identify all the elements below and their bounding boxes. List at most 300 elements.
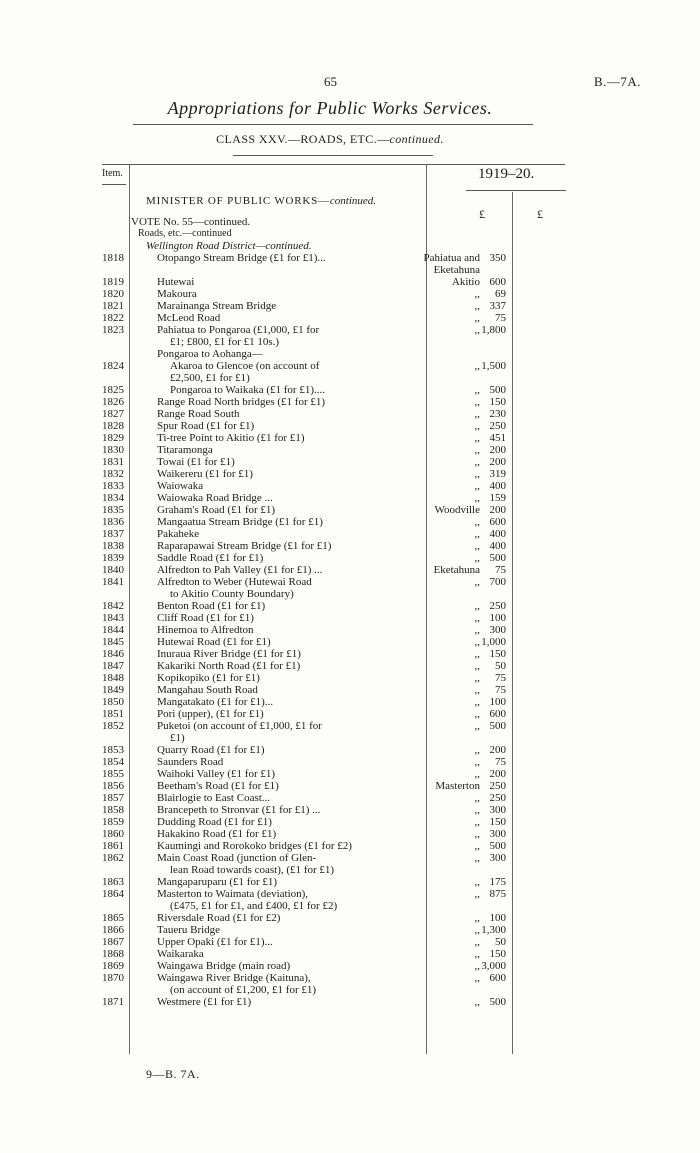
item-number: 1834: [102, 492, 124, 504]
item-amount: 100: [489, 696, 506, 708]
table-row: [0, 936, 700, 948]
table-row: [0, 756, 700, 768]
table-row: [0, 384, 700, 396]
item-amount: 150: [489, 816, 506, 828]
item-district: ,,: [474, 456, 480, 468]
item-amount: 250: [489, 780, 506, 792]
item-description: Marainanga Stream Bridge: [157, 300, 277, 312]
item-description: Mangaparuparu (£1 for £1): [157, 876, 278, 888]
item-district: ,,: [474, 324, 480, 336]
item-number: 1835: [102, 504, 124, 516]
item-amount: 400: [489, 480, 506, 492]
table-row: [0, 960, 700, 972]
item-district: ,,: [474, 408, 480, 420]
district-heading: Wellington Road District—continued.: [146, 240, 312, 252]
item-description: Pori (upper), (£1 for £1): [157, 708, 264, 720]
item-district: ,,: [474, 960, 480, 972]
item-description: Ti-tree Point to Akitio (£1 for £1): [157, 432, 305, 444]
item-district: ,,: [474, 528, 480, 540]
item-amount: 3,000: [481, 960, 506, 972]
item-amount: 1,000: [481, 636, 506, 648]
item-district: ,,: [474, 972, 480, 984]
table-row: [0, 804, 700, 816]
table-row: [0, 288, 700, 300]
item-number: 1851: [102, 708, 124, 720]
table-row: [0, 492, 700, 504]
item-description: Titaramonga: [157, 444, 213, 456]
item-description: £2,500, £1 for £1): [170, 372, 250, 384]
item-description: Cliff Road (£1 for £1): [157, 612, 254, 624]
table-row: [0, 552, 700, 564]
table-row: [0, 768, 700, 780]
item-number: 1842: [102, 600, 124, 612]
item-amount: 75: [495, 756, 506, 768]
item-number: 1846: [102, 648, 124, 660]
table-row: [0, 828, 700, 840]
item-district: ,,: [474, 468, 480, 480]
item-amount: 500: [489, 996, 506, 1008]
item-district: ,,: [474, 828, 480, 840]
item-amount: 300: [489, 624, 506, 636]
item-description: Blairlogie to East Coast...: [157, 792, 271, 804]
table-row: [0, 660, 700, 672]
table-row: [0, 672, 700, 684]
item-number: 1863: [102, 876, 124, 888]
item-amount: 1,800: [481, 324, 506, 336]
table-row: [0, 636, 700, 648]
item-description: Kakariki North Road (£1 for £1): [157, 660, 301, 672]
item-district: ,,: [474, 936, 480, 948]
item-amount: 600: [489, 276, 506, 288]
roads-heading: Roads, etc.—continued: [138, 228, 232, 239]
ministry-heading-text: MINISTER OF PUBLIC WORKS—: [146, 195, 330, 207]
item-number: 1857: [102, 792, 124, 804]
ministry-heading: [146, 195, 376, 207]
item-description: Taueru Bridge: [157, 924, 221, 936]
item-description: Puketoi (on account of £1,000, £1 for: [157, 720, 322, 732]
item-description: Hinemoa to Alfredton: [157, 624, 254, 636]
year-column-header: 1919–20.: [478, 166, 535, 182]
title-rule: [133, 124, 533, 125]
class-heading-text: CLASS XXV.—ROADS, ETC.—: [216, 132, 390, 146]
item-description: Pongaroa to Aohanga—: [157, 348, 263, 360]
table-row: [0, 324, 700, 336]
item-description: Waikaraka: [157, 948, 204, 960]
item-amount: 200: [489, 768, 506, 780]
table-row: [0, 876, 700, 888]
item-amount: 75: [495, 684, 506, 696]
item-number: 1841: [102, 576, 124, 588]
item-number: 1840: [102, 564, 124, 576]
item-amount: 75: [495, 312, 506, 324]
item-amount: 400: [489, 528, 506, 540]
item-description: Kaumingi and Rorokoko bridges (£1 for £2): [157, 840, 352, 852]
item-description: Raparapawai Stream Bridge (£1 for £1): [157, 540, 332, 552]
table-row: [0, 444, 700, 456]
table-row: [0, 792, 700, 804]
item-number: 1820: [102, 288, 124, 300]
item-number: 1843: [102, 612, 124, 624]
item-amount: 50: [495, 936, 506, 948]
item-amount: 200: [489, 444, 506, 456]
item-district: ,,: [474, 756, 480, 768]
item-number: 1845: [102, 636, 124, 648]
table-row: [0, 744, 700, 756]
item-district: ,,: [474, 684, 480, 696]
table-row: [0, 972, 700, 984]
item-number: 1860: [102, 828, 124, 840]
item-number: 1828: [102, 420, 124, 432]
item-amount: 700: [489, 576, 506, 588]
item-district: Masterton: [435, 780, 480, 792]
table-row: [0, 732, 700, 744]
item-number: 1859: [102, 816, 124, 828]
table-row: [0, 408, 700, 420]
item-district: ,,: [474, 432, 480, 444]
item-amount: 400: [489, 540, 506, 552]
table-row: [0, 900, 700, 912]
item-number: 1838: [102, 540, 124, 552]
table-row: [0, 456, 700, 468]
item-description: Mangahau South Road: [157, 684, 258, 696]
item-number: 1827: [102, 408, 124, 420]
item-district: ,,: [474, 288, 480, 300]
item-district: ,,: [474, 384, 480, 396]
item-district: Akitio: [451, 276, 480, 288]
item-district: ,,: [474, 660, 480, 672]
item-amount: 159: [489, 492, 506, 504]
item-number: 1837: [102, 528, 124, 540]
item-amount: 300: [489, 852, 506, 864]
table-row: [0, 540, 700, 552]
item-number: 1850: [102, 696, 124, 708]
table-row: [0, 912, 700, 924]
item-description: Beetham's Road (£1 for £1): [157, 780, 279, 792]
item-number: 1831: [102, 456, 124, 468]
table-row: [0, 276, 700, 288]
item-number: 1829: [102, 432, 124, 444]
table-row: [0, 252, 700, 264]
table-row: [0, 312, 700, 324]
item-description: Upper Opaki (£1 for £1)...: [157, 936, 273, 948]
item-number: 1836: [102, 516, 124, 528]
item-amount: 300: [489, 804, 506, 816]
item-amount: 200: [489, 504, 506, 516]
item-description: Waingawa Bridge (main road): [157, 960, 291, 972]
item-district: ,,: [474, 768, 480, 780]
table-row: [0, 372, 700, 384]
item-description: Kopikopiko (£1 for £1): [157, 672, 260, 684]
item-district: ,,: [474, 480, 480, 492]
item-description: Masterton to Waimata (deviation),: [157, 888, 309, 900]
item-number: 1861: [102, 840, 124, 852]
table-row: [0, 924, 700, 936]
table-row: [0, 852, 700, 864]
item-description: Graham's Road (£1 for £1): [157, 504, 276, 516]
item-column-header: Item.: [102, 168, 123, 179]
item-description: Spur Road (£1 for £1): [157, 420, 255, 432]
item-description: lean Road towards coast), (£1 for £1): [170, 864, 335, 876]
item-district: ,,: [474, 912, 480, 924]
item-amount: 600: [489, 708, 506, 720]
table-row: [0, 468, 700, 480]
table-row: [0, 588, 700, 600]
item-amount: 250: [489, 600, 506, 612]
item-amount: 175: [489, 876, 506, 888]
table-row: [0, 984, 700, 996]
item-district: ,,: [474, 648, 480, 660]
item-description: McLeod Road: [157, 312, 221, 324]
item-district: ,,: [474, 840, 480, 852]
item-amount: 500: [489, 384, 506, 396]
item-district: ,,: [474, 636, 480, 648]
item-description: £1): [170, 732, 185, 744]
item-description: Benton Road (£1 for £1): [157, 600, 266, 612]
item-header-rule: [102, 184, 126, 185]
item-number: 1818: [102, 252, 124, 264]
item-district: ,,: [474, 744, 480, 756]
item-district: ,,: [474, 360, 480, 372]
table-row: [0, 348, 700, 360]
item-amount: 230: [489, 408, 506, 420]
table-row: [0, 864, 700, 876]
item-district: ,,: [474, 492, 480, 504]
item-amount: 337: [489, 300, 506, 312]
table-row: [0, 336, 700, 348]
item-district: ,,: [474, 540, 480, 552]
item-amount: 250: [489, 792, 506, 804]
item-number: 1855: [102, 768, 124, 780]
item-district: Woodville: [434, 504, 480, 516]
item-amount: 200: [489, 456, 506, 468]
item-district: ,,: [474, 516, 480, 528]
item-description: Akaroa to Glencoe (on account of: [170, 360, 320, 372]
item-district: ,,: [474, 552, 480, 564]
item-amount: 319: [489, 468, 506, 480]
item-amount: 150: [489, 648, 506, 660]
table-row: [0, 360, 700, 372]
footer-signature: 9—B. 7A.: [146, 1067, 200, 1081]
table-row: [0, 432, 700, 444]
table-row: [0, 504, 700, 516]
item-number: 1826: [102, 396, 124, 408]
table-row: [0, 300, 700, 312]
item-description: Pongaroa to Waikaka (£1 for £1)....: [170, 384, 326, 396]
item-amount: 300: [489, 828, 506, 840]
item-description: (£475, £1 for £1, and £400, £1 for £2): [170, 900, 338, 912]
item-number: 1862: [102, 852, 124, 864]
document-reference: B.—7A.: [594, 74, 642, 89]
item-number: 1849: [102, 684, 124, 696]
item-district: ,,: [474, 996, 480, 1008]
table-row: [0, 480, 700, 492]
item-district: ,,: [474, 696, 480, 708]
table-row: [0, 600, 700, 612]
item-district: ,,: [474, 876, 480, 888]
item-amount: 600: [489, 516, 506, 528]
item-description: Mangaatua Stream Bridge (£1 for £1): [157, 516, 323, 528]
item-description: Westmere (£1 for £1): [157, 996, 252, 1008]
table-row: [0, 648, 700, 660]
item-number: 1858: [102, 804, 124, 816]
item-amount: 75: [495, 672, 506, 684]
table-row: [0, 420, 700, 432]
item-district: ,,: [474, 804, 480, 816]
table-row: [0, 720, 700, 732]
item-description: Alfredton to Weber (Hutewai Road: [157, 576, 312, 588]
item-number: 1848: [102, 672, 124, 684]
item-number: 1830: [102, 444, 124, 456]
table-row: [0, 396, 700, 408]
table-top-rule: [102, 164, 565, 165]
item-district: ,,: [474, 708, 480, 720]
item-amount: 500: [489, 840, 506, 852]
item-number: 1852: [102, 720, 124, 732]
item-description: Riversdale Road (£1 for £2): [157, 912, 281, 924]
table-row: [0, 528, 700, 540]
item-amount: 451: [489, 432, 506, 444]
item-number: 1819: [102, 276, 124, 288]
item-description: Saddle Road (£1 for £1): [157, 552, 264, 564]
item-district: ,,: [474, 816, 480, 828]
item-amount: 150: [489, 948, 506, 960]
item-description: Pahiatua to Pongaroa (£1,000, £1 for: [157, 324, 320, 336]
item-number: 1832: [102, 468, 124, 480]
item-description: Waiowaka: [157, 480, 204, 492]
item-description: (on account of £1,200, £1 for £1): [170, 984, 317, 996]
item-description: Range Road South: [157, 408, 240, 420]
item-description: to Akitio County Boundary): [170, 588, 294, 600]
item-description: Quarry Road (£1 for £1): [157, 744, 265, 756]
table-row: [0, 516, 700, 528]
item-district: ,,: [474, 672, 480, 684]
item-description: Brancepeth to Stronvar (£1 for £1) ...: [157, 804, 321, 816]
table-row: [0, 816, 700, 828]
item-amount: 1,500: [481, 360, 506, 372]
item-amount: 350: [489, 252, 506, 264]
item-number: 1844: [102, 624, 124, 636]
currency-label-1: £: [479, 207, 485, 221]
item-description: Waihoki Valley (£1 for £1): [157, 768, 276, 780]
item-district: ,,: [474, 888, 480, 900]
item-amount: 1,300: [481, 924, 506, 936]
table-row: [0, 612, 700, 624]
table-row: [0, 576, 700, 588]
item-number: 1868: [102, 948, 124, 960]
item-description: Waikereru (£1 for £1): [157, 468, 253, 480]
page-number: 65: [324, 74, 337, 89]
item-district: ,,: [474, 852, 480, 864]
item-district: ,,: [474, 576, 480, 588]
item-district: ,,: [474, 792, 480, 804]
item-amount: 500: [489, 552, 506, 564]
table-row: [0, 564, 700, 576]
item-district: Eketahuna: [433, 264, 480, 276]
item-district: ,,: [474, 396, 480, 408]
item-number: 1825: [102, 384, 124, 396]
table-row: [0, 264, 700, 276]
item-district: Eketahuna: [433, 564, 480, 576]
item-description: Mangatakato (£1 for £1)...: [157, 696, 274, 708]
item-district: ,,: [474, 600, 480, 612]
item-amount: 200: [489, 744, 506, 756]
item-district: ,,: [474, 624, 480, 636]
year-header-rule: [466, 190, 566, 191]
item-district: ,,: [474, 612, 480, 624]
table-row: [0, 840, 700, 852]
item-description: Pakaheke: [157, 528, 200, 540]
item-district: Pahiatua and: [423, 252, 480, 264]
item-number: 1839: [102, 552, 124, 564]
item-description: Makoura: [157, 288, 197, 300]
item-number: 1847: [102, 660, 124, 672]
item-number: 1821: [102, 300, 124, 312]
item-number: 1865: [102, 912, 124, 924]
class-heading-continued: continued.: [389, 132, 444, 146]
item-number: 1833: [102, 480, 124, 492]
item-number: 1823: [102, 324, 124, 336]
table-row: [0, 708, 700, 720]
item-district: ,,: [474, 420, 480, 432]
item-district: ,,: [474, 300, 480, 312]
item-description: Inuraua River Bridge (£1 for £1): [157, 648, 301, 660]
item-description: Waiowaka Road Bridge ...: [157, 492, 273, 504]
class-heading: [0, 132, 660, 147]
item-district: ,,: [474, 720, 480, 732]
item-amount: 250: [489, 420, 506, 432]
currency-label-2: £: [537, 207, 543, 221]
item-district: ,,: [474, 444, 480, 456]
item-number: 1822: [102, 312, 124, 324]
item-description: Saunders Road: [157, 756, 224, 768]
table-row: [0, 888, 700, 900]
item-amount: 69: [495, 288, 506, 300]
item-number: 1824: [102, 360, 124, 372]
item-amount: 600: [489, 972, 506, 984]
table-row: [0, 780, 700, 792]
item-description: Main Coast Road (junction of Glen-: [157, 852, 317, 864]
item-number: 1864: [102, 888, 124, 900]
item-description: Range Road North bridges (£1 for £1): [157, 396, 326, 408]
item-district: ,,: [474, 924, 480, 936]
item-description: £1; £800, £1 for £1 10s.): [170, 336, 280, 348]
item-description: Waingawa River Bridge (Kaituna),: [157, 972, 311, 984]
item-number: 1856: [102, 780, 124, 792]
item-number: 1853: [102, 744, 124, 756]
item-amount: 875: [489, 888, 506, 900]
item-amount: 50: [495, 660, 506, 672]
ministry-heading-continued: continued.: [329, 195, 377, 207]
item-amount: 500: [489, 720, 506, 732]
item-number: 1866: [102, 924, 124, 936]
page-title: Appropriations for Public Works Services.: [167, 98, 493, 118]
item-amount: 150: [489, 396, 506, 408]
item-description: Hutewai: [157, 276, 195, 288]
item-number: 1871: [102, 996, 124, 1008]
item-number: 1854: [102, 756, 124, 768]
vote-heading: VOTE No. 55—continued.: [131, 216, 251, 228]
table-row: [0, 684, 700, 696]
item-district: ,,: [474, 948, 480, 960]
item-description: Otopango Stream Bridge (£1 for £1)...: [157, 252, 326, 264]
table-row: [0, 948, 700, 960]
table-row: [0, 624, 700, 636]
item-description: Alfredton to Pah Valley (£1 for £1) ...: [157, 564, 323, 576]
item-number: 1867: [102, 936, 124, 948]
class-rule: [233, 155, 433, 156]
item-number: 1869: [102, 960, 124, 972]
item-description: Hakakino Road (£1 for £1): [157, 828, 277, 840]
